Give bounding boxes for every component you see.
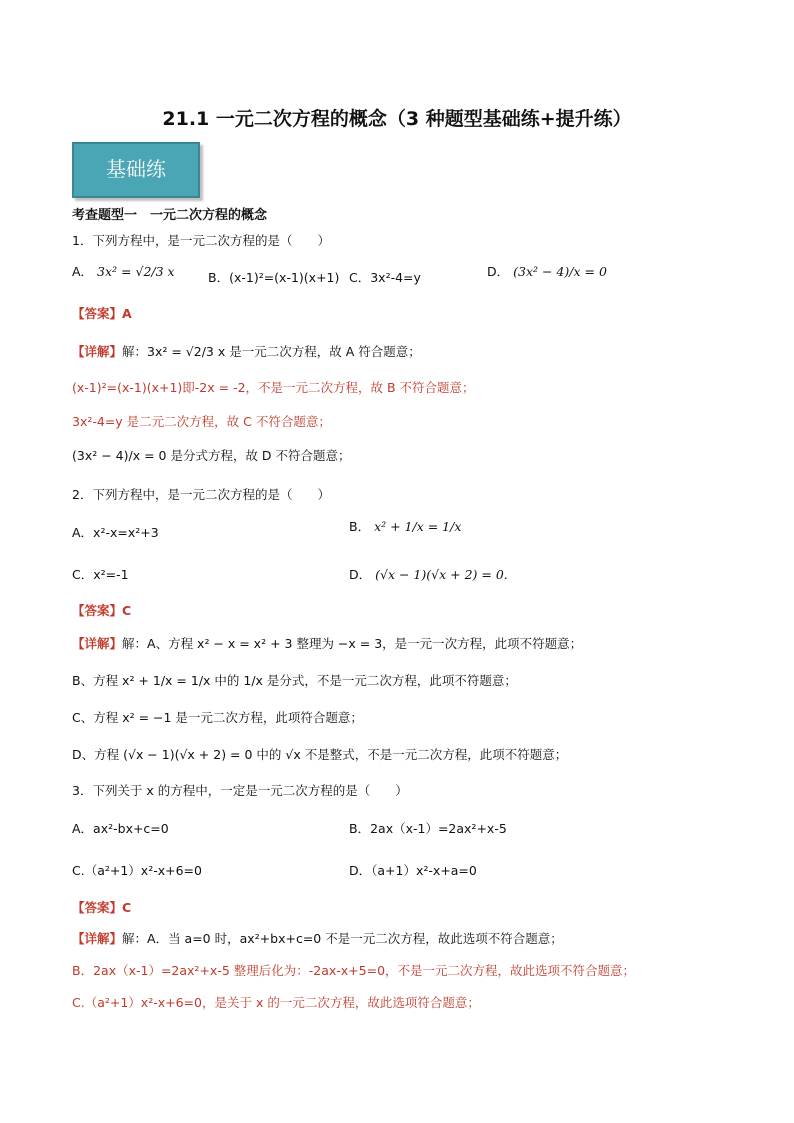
formula: 3x² = √2/3 x	[97, 264, 175, 279]
q1-option-c: C．3x²-4=y	[349, 270, 421, 285]
q1-option-b: B．(x-1)²=(x-1)(x+1)	[208, 270, 340, 285]
formula: x² + 1/x = 1/x	[374, 519, 462, 534]
detail-text: 解：3x² = √2/3 x 是一元二次方程，故 A 符合题意；	[122, 344, 421, 359]
q1-detail-2: (x-1)²=(x-1)(x+1)即-2x = -2，不是一元二次方程，故 B 不符合题意；	[72, 380, 475, 395]
question-1-stem: 1．下列方程中，是一元二次方程的是（ ）	[72, 233, 330, 248]
q3-answer: 【答案】C	[72, 900, 132, 915]
option-label: A．	[72, 264, 94, 279]
detail-tag: 【详解】	[72, 636, 123, 651]
option-label: D．	[487, 264, 510, 279]
q1-detail-1	[72, 342, 421, 360]
section-heading: 考查题型一 一元二次方程的概念	[72, 208, 268, 223]
formula: (3x² − 4)/x = 0	[513, 264, 607, 279]
q2-detail-3: C、方程 x² = −1 是一元二次方程，此项符合题意；	[72, 710, 363, 725]
q2-answer: 【答案】C	[72, 603, 132, 618]
q2-option-d	[349, 565, 508, 583]
q2-option-c: C．x²=-1	[72, 567, 129, 582]
option-label: B．	[349, 519, 371, 534]
q3-detail-3: C.（a²+1）x²-x+6=0，是关于 x 的一元二次方程，故此选项符合题意；	[72, 995, 480, 1010]
q1-answer: 【答案】A	[72, 306, 132, 321]
section-banner: 基础练	[72, 142, 200, 198]
q3-option-a: A．ax²-bx+c=0	[72, 821, 169, 836]
q3-detail-2: B．2ax（x-1）=2ax²+x-5 整理后化为：-2ax-x+5=0，不是一元二次方程，故此选项不符合题意；	[72, 963, 636, 978]
detail-tag: 【详解】	[72, 344, 123, 359]
q3-detail-1	[72, 929, 563, 947]
q2-detail-2: B、方程 x² + 1/x = 1/x 中的 1/x 是分式，不是一元二次方程，此项不符题意；	[72, 673, 517, 688]
q3-option-c: C.（a²+1）x²-x+6=0	[72, 863, 202, 878]
question-3-stem: 3．下列关于 x 的方程中，一定是一元二次方程的是（ ）	[72, 783, 408, 798]
detail-tag: 【详解】	[72, 931, 123, 946]
q1-detail-4: (3x² − 4)/x = 0 是分式方程，故 D 不符合题意；	[72, 448, 351, 463]
formula: (√x − 1)(√x + 2) = 0.	[375, 567, 508, 582]
page-title: 21.1 一元二次方程的概念（3 种题型基础练+提升练）	[162, 108, 632, 130]
q1-option-a	[72, 262, 175, 280]
q2-detail-1	[72, 634, 582, 652]
q2-detail-4: D、方程 (√x − 1)(√x + 2) = 0 中的 √x 不是整式，不是一元二次方程，此项不符题意；	[72, 747, 568, 762]
q2-option-a: A．x²-x=x²+3	[72, 525, 159, 540]
q2-option-b	[349, 517, 461, 535]
q1-option-d	[487, 262, 607, 280]
q1-detail-3: 3x²-4=y 是二元二次方程，故 C 不符合题意；	[72, 414, 331, 429]
detail-text: 解：A．当 a=0 时，ax²+bx+c=0 不是一元二次方程，故此选项不符合题意；	[122, 931, 563, 946]
question-2-stem: 2．下列方程中，是一元二次方程的是（ ）	[72, 487, 330, 502]
option-label: D．	[349, 567, 372, 582]
q3-option-d: D．（a+1）x²-x+a=0	[349, 863, 477, 878]
detail-text: 解：A、方程 x² − x = x² + 3 整理为 −x = 3，是一元一次方程，此项不符题意；	[122, 636, 583, 651]
q3-option-b: B．2ax（x-1）=2ax²+x-5	[349, 821, 507, 836]
